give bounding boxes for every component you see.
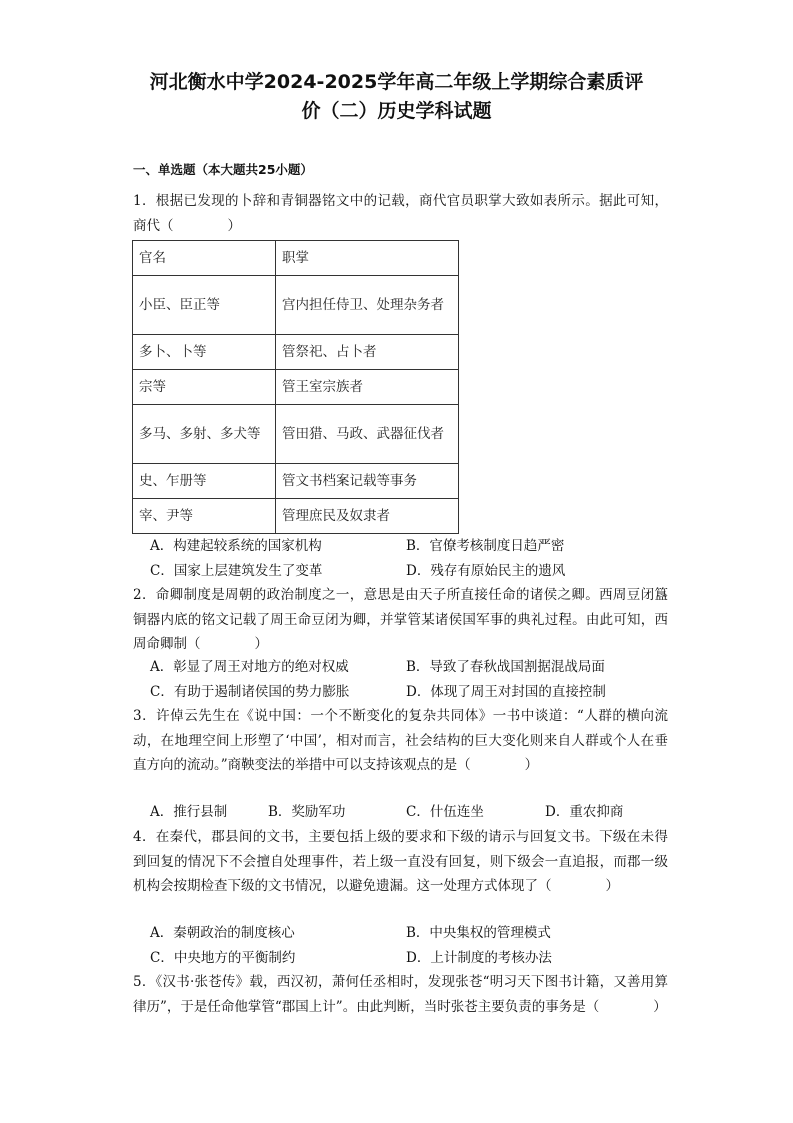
option-d[interactable]: D．体现了周王对封国的直接控制 — [406, 684, 606, 700]
question-1 — [133, 189, 668, 238]
question-4-stem: 4．在秦代，郡县间的文书，主要包括上级的要求和下级的请示与回复文书。下级在未得到回复的情况下不会擅自处理事件，若上级一直没有回复，则下级会一直追报，而郡一级机构会按期检查下级的文书情况，以避免遗漏。这一处理方式体现了（ ） — [133, 829, 668, 894]
option-b[interactable]: B．导致了春秋战国割据混战局面 — [406, 659, 605, 675]
table-cell: 管文书档案记载等事务 — [276, 464, 459, 499]
table-row — [133, 370, 459, 405]
table-header-cell: 职掌 — [276, 241, 459, 276]
question-1-stem: 1．根据已发现的卜辞和青铜器铭文中的记载，商代官员职掌大致如表所示。据此可知，商代（ ） — [133, 193, 668, 234]
table-cell: 管理庶民及奴隶者 — [276, 499, 459, 534]
option-d[interactable]: D．上计制度的考核办法 — [406, 950, 552, 966]
exam-title — [100, 68, 693, 126]
question-2-stem: 2．命卿制度是周朝的政治制度之一，意思是由天子所直接任命的诸侯之卿。西周豆闭簋铜器内底的铭文记载了周王命豆闭为卿，并掌管某诸侯国军事的典礼过程。由此可知，西周命卿制（ ） — [133, 587, 668, 652]
table-cell: 管祭祀、占卜者 — [276, 335, 459, 370]
table-row — [133, 464, 459, 499]
table-row — [133, 405, 459, 464]
exam-title-line-2: 价（二）历史学科试题 — [301, 100, 492, 122]
question-5-stem: 5．《汉书·张苍传》载，西汉初，萧何任丞相时，发现张苍“明习天下图书计籍，又善用算律历”，于是任命他掌管“郡国上计”。由此判断，当时张苍主要负责的事务是（ ） — [133, 974, 668, 1015]
option-c[interactable]: C．中央地方的平衡制约 — [150, 950, 296, 966]
option-c[interactable]: C．什伍连坐 — [406, 804, 484, 820]
table-cell: 多马、多射、多犬等 — [133, 405, 276, 464]
option-a[interactable]: A．构建起较系统的国家机构 — [150, 538, 322, 554]
question-3 — [133, 704, 668, 778]
table-cell: 宰、尹等 — [133, 499, 276, 534]
option-d[interactable]: D．残存有原始民主的遗风 — [406, 563, 566, 579]
option-d[interactable]: D．重农抑商 — [545, 804, 624, 820]
exam-title-line-1: 河北衡水中学2024-2025学年高二年级上学期综合素质评 — [149, 71, 644, 93]
option-b[interactable]: B．奖励军功 — [268, 804, 346, 820]
option-a[interactable]: A．推行县制 — [150, 804, 228, 820]
table-cell: 小臣、臣正等 — [133, 276, 276, 335]
table-cell: 管田猎、马政、武器征伐者 — [276, 405, 459, 464]
table-header-cell: 官名 — [133, 241, 276, 276]
option-c[interactable]: C．国家上层建筑发生了变革 — [150, 563, 323, 579]
question-1-table — [132, 240, 459, 534]
question-2 — [133, 583, 668, 657]
table-header-row — [133, 241, 459, 276]
question-3-stem: 3．许倬云先生在《说中国：一个不断变化的复杂共同体》一书中谈道：“人群的横向流动，在地理空间上形塑了‘中国’，相对而言，社会结构的巨大变化则来自人群或个人在垂直方向的流动。”商鞅变法的举措中可以支持该观点的是（ ） — [133, 708, 668, 773]
table-cell: 多卜、卜等 — [133, 335, 276, 370]
question-5 — [133, 970, 668, 1019]
question-4 — [133, 825, 668, 899]
option-b[interactable]: B．中央集权的管理模式 — [406, 925, 551, 941]
option-b[interactable]: B．官僚考核制度日趋严密 — [406, 538, 565, 554]
table-cell: 宗等 — [133, 370, 276, 405]
table-cell: 管王室宗族者 — [276, 370, 459, 405]
table-row — [133, 335, 459, 370]
section-heading: 一、单选题（本大题共25小题） — [133, 162, 313, 177]
table-cell: 史、乍册等 — [133, 464, 276, 499]
option-a[interactable]: A．彰显了周王对地方的绝对权威 — [150, 659, 349, 675]
table-row — [133, 499, 459, 534]
option-c[interactable]: C．有助于遏制诸侯国的势力膨胀 — [150, 684, 350, 700]
table-cell: 宫内担任侍卫、处理杂务者 — [276, 276, 459, 335]
option-a[interactable]: A．秦朝政治的制度核心 — [150, 925, 295, 941]
table-row — [133, 276, 459, 335]
